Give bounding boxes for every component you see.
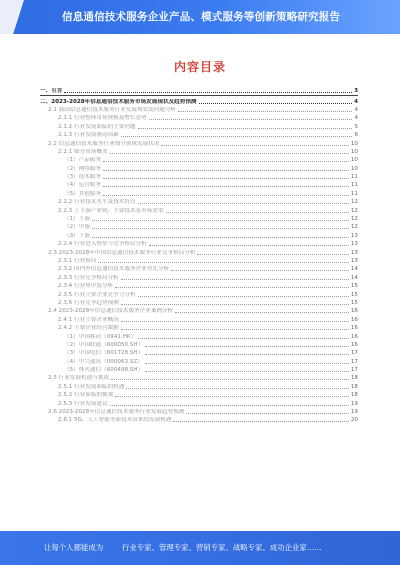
toc-entry-title: 2.4.1 行业主要企业概况 (58, 316, 119, 323)
toc-dot-leader (103, 178, 349, 179)
toc-page-number: 15 (350, 299, 358, 306)
toc-entry-title: 2.5.1 行业发展面临的机遇 (58, 383, 125, 390)
toc-entry-title: 2.5.2 行业面临的挑战 (58, 392, 114, 399)
toc-entry-title: （3）下游 (64, 232, 90, 239)
toc-entry[interactable] (40, 314, 358, 322)
table-of-contents (40, 86, 358, 423)
toc-entry[interactable] (40, 121, 358, 129)
toc-dot-leader (173, 421, 348, 422)
toc-dot-leader (145, 363, 349, 364)
toc-dot-leader (197, 254, 348, 255)
toc-page-number: 4 (354, 106, 358, 113)
toc-page-number: 20 (350, 417, 358, 424)
toc-page-number: 14 (350, 266, 358, 273)
toc-entry-title: （1）上游 (64, 216, 90, 223)
toc-heading: 内容目录 (173, 60, 226, 74)
toc-page-number: 4 (354, 115, 358, 122)
toc-dot-leader (110, 405, 349, 406)
toc-page-number: 17 (350, 350, 358, 357)
toc-entry[interactable] (40, 130, 358, 138)
toc-page-number: 15 (350, 291, 358, 298)
toc-entry[interactable] (40, 138, 358, 146)
toc-entry[interactable] (40, 281, 358, 289)
toc-entry[interactable] (40, 365, 358, 373)
toc-page-number: 18 (350, 392, 358, 399)
toc-dot-leader (199, 103, 353, 104)
toc-page-number: 18 (350, 375, 358, 382)
toc-entry[interactable] (40, 264, 358, 272)
toc-entry-title: 2.6 2023-2028年信息通信技术服务行业发展趋势预测 (48, 409, 185, 416)
toc-entry-title: 2.4 2023-2028年信息通信技术服务企业案例分析 (48, 308, 174, 315)
toc-dot-leader (103, 161, 349, 162)
toc-entry-title: 2.1.1 行业整体市场规模及增长态势 (58, 115, 147, 122)
toc-dot-leader (121, 279, 349, 280)
toc-dot-leader (103, 195, 349, 196)
toc-entry[interactable] (40, 356, 358, 364)
toc-dot-leader (178, 111, 352, 112)
toc-dot-leader (115, 396, 349, 397)
toc-entry-title: （2）中游 (64, 224, 90, 231)
toc-entry-title: （5）烽火通信（600498.SH） (64, 367, 144, 374)
toc-entry[interactable] (40, 155, 358, 163)
toc-dot-leader (92, 237, 349, 238)
toc-entry-title: 一、引言 (40, 88, 63, 95)
footer-slogan-right: 行业专家、管理专家、营销专家、战略专家、成功企业家…… (122, 543, 322, 552)
toc-page-number: 4 (354, 98, 358, 105)
toc-entry-title: （3）中国电信（601728.SH） (64, 350, 144, 357)
toc-dot-leader (111, 379, 349, 380)
toc-entry[interactable] (40, 86, 358, 94)
toc-dot-leader (121, 136, 353, 137)
toc-page-number: 14 (350, 274, 358, 281)
toc-entry[interactable] (40, 188, 358, 196)
toc-dot-leader (138, 296, 349, 297)
toc-entry-title: 2.2.4 行业进入壁垒与竞争格局分析 (58, 241, 147, 248)
toc-entry-title: 二、2023-2028年信息通信技术服务市场发展现状及趋势预测 (40, 98, 197, 105)
toc-entry-title: 2.3.5 行业主要企业竞争力分析 (58, 291, 136, 298)
toc-entry-title: （4）运营服务 (64, 182, 102, 189)
toc-entry[interactable] (40, 340, 358, 348)
toc-entry-title: 2.2.1 细分市场概况 (58, 148, 108, 155)
toc-entry-title: 2.3.4 行业集中度分析 (58, 283, 114, 290)
toc-entry[interactable] (40, 147, 358, 155)
toc-page-number: 13 (350, 249, 358, 256)
toc-entry-title: （2）中国联通（600050.SH） (64, 341, 144, 348)
toc-dot-leader (103, 186, 349, 187)
toc-entry[interactable] (40, 298, 358, 306)
toc-page-number: 11 (350, 182, 358, 189)
toc-page-number: 11 (350, 174, 358, 181)
toc-dot-leader (138, 203, 349, 204)
toc-entry[interactable] (40, 222, 358, 230)
toc-entry-title: 2.6.1 5G、人工智能等新技术带来的发展机遇 (58, 417, 172, 424)
toc-entry[interactable] (40, 306, 358, 314)
toc-dot-leader (145, 354, 349, 355)
toc-dot-leader (166, 212, 349, 213)
toc-page-number: 13 (350, 232, 358, 239)
toc-entry-title: 2.5.3 行业发展建议 (58, 400, 108, 407)
toc-entry-title: 2.3.3 行业竞争格局分析 (58, 274, 119, 281)
toc-dot-leader (149, 245, 349, 246)
toc-dot-leader (103, 170, 349, 171)
toc-entry-title: 2.4.2 主要企业经营数据 (58, 325, 119, 332)
toc-page-number: 6 (354, 132, 358, 139)
toc-page-number: 12 (350, 216, 358, 223)
footer-slogan-left: 让每个人都能成为 (44, 543, 104, 552)
toc-entry[interactable] (40, 96, 358, 104)
toc-page-number: 19 (350, 409, 358, 416)
toc-entry[interactable] (40, 230, 358, 238)
toc-dot-leader (145, 346, 349, 347)
toc-entry[interactable] (40, 247, 358, 255)
toc-entry[interactable] (40, 205, 358, 213)
toc-page-number: 17 (350, 358, 358, 365)
toc-entry-title: 2.2 信息通信技术服务行业细分领域发展状况 (48, 140, 160, 147)
toc-entry-title: 2.3.1 行业格局 (58, 258, 97, 264)
header-stripe-decoration (0, 0, 24, 34)
toc-entry-title: （5）其他服务 (64, 190, 102, 197)
report-title: 信息通信技术服务企业产品、模式服务等创新策略研究报告 (62, 11, 341, 23)
toc-page-number: 15 (350, 283, 358, 290)
toc-entry[interactable] (40, 256, 358, 264)
toc-entry[interactable] (40, 407, 358, 415)
header-banner (0, 0, 400, 34)
toc-page-number: 16 (350, 316, 358, 323)
toc-dot-leader (98, 262, 348, 263)
toc-dot-leader (110, 153, 349, 154)
toc-entry[interactable] (40, 415, 358, 423)
toc-entry[interactable] (40, 373, 358, 381)
toc-dot-leader (92, 228, 349, 229)
toc-entry[interactable] (40, 105, 358, 113)
toc-entry-title: （4）中兴通讯（000063.SZ） (64, 358, 143, 365)
toc-dot-leader (92, 220, 349, 221)
toc-dot-leader (175, 312, 349, 313)
toc-page-number: 16 (350, 333, 358, 340)
toc-entry-title: 2.5 行业发展机遇与挑战 (48, 375, 110, 382)
toc-page-number: 11 (350, 190, 358, 197)
toc-entry-title: （1）产品服务 (64, 157, 102, 164)
toc-page-number: 16 (350, 341, 358, 348)
toc-entry[interactable] (40, 239, 358, 247)
toc-page-number: 10 (350, 165, 358, 172)
toc-entry[interactable] (40, 323, 358, 331)
toc-entry-title: 2.3.6 行业竞争趋势预测 (58, 299, 119, 306)
toc-entry-title: （3）技术服务 (64, 174, 102, 181)
toc-entry-title: 2.1 我国信息通信技术服务行业发展现状及问题分析 (48, 106, 177, 113)
toc-page-number: 13 (350, 258, 358, 264)
toc-dot-leader (186, 413, 349, 414)
toc-dot-leader (121, 329, 349, 330)
toc-page-number: 12 (350, 207, 358, 214)
toc-page-number: 12 (350, 199, 358, 206)
toc-dot-leader (115, 287, 349, 288)
toc-entry-title: （1）中国移动（0941.HK） (64, 333, 137, 340)
toc-dot-leader (121, 321, 349, 322)
toc-page-number: 19 (350, 400, 358, 407)
toc-dot-leader (138, 128, 353, 129)
toc-page-number: 18 (350, 383, 358, 390)
toc-entry-title: 2.3.2 国内外信息通信技术服务企业对比分析 (58, 266, 170, 273)
toc-entry-title: 2.1.3 行业发展驱动因素 (58, 132, 119, 139)
toc-entry[interactable] (40, 398, 358, 406)
toc-dot-leader (171, 270, 349, 271)
toc-entry-title: 2.3 2023-2028年中国信息通信技术服务行业竞争格局分析 (48, 249, 196, 256)
toc-page-number: 3 (354, 88, 358, 95)
toc-dot-leader (161, 145, 349, 146)
toc-entry[interactable] (40, 172, 358, 180)
toc-entry[interactable] (40, 331, 358, 339)
toc-entry[interactable] (40, 289, 358, 297)
toc-entry[interactable] (40, 197, 358, 205)
toc-entry-title: 2.2.2 行业技术水平及技术特点 (58, 199, 136, 206)
toc-entry[interactable] (40, 113, 358, 121)
toc-entry[interactable] (40, 348, 358, 356)
toc-dot-leader (64, 92, 352, 93)
toc-entry-title: （2）网络服务 (64, 165, 102, 172)
toc-page-number: 16 (350, 308, 358, 315)
toc-page-number: 16 (350, 325, 358, 332)
toc-entry[interactable] (40, 180, 358, 188)
toc-page-number: 12 (350, 224, 358, 231)
toc-dot-leader (138, 338, 349, 339)
toc-page-number: 13 (350, 241, 358, 248)
toc-page-number: 10 (350, 148, 358, 155)
toc-page-number: 17 (350, 367, 358, 374)
footer-banner (0, 531, 400, 565)
toc-entry[interactable] (40, 163, 358, 171)
toc-entry-title: 2.2.3 上下游产业链、主要技术及市场需求 (58, 207, 164, 214)
toc-entry[interactable] (40, 272, 358, 280)
toc-entry-title: 2.1.2 行业发展面临的主要问题 (58, 123, 136, 130)
toc-page-number: 10 (350, 157, 358, 164)
toc-dot-leader (145, 371, 349, 372)
toc-dot-leader (126, 388, 349, 389)
toc-entry[interactable] (40, 214, 358, 222)
toc-entry[interactable] (40, 390, 358, 398)
toc-page-number: 10 (350, 140, 358, 147)
toc-dot-leader (121, 304, 349, 305)
toc-entry[interactable] (40, 381, 358, 389)
toc-dot-leader (149, 119, 353, 120)
toc-page-number: 5 (354, 123, 358, 130)
